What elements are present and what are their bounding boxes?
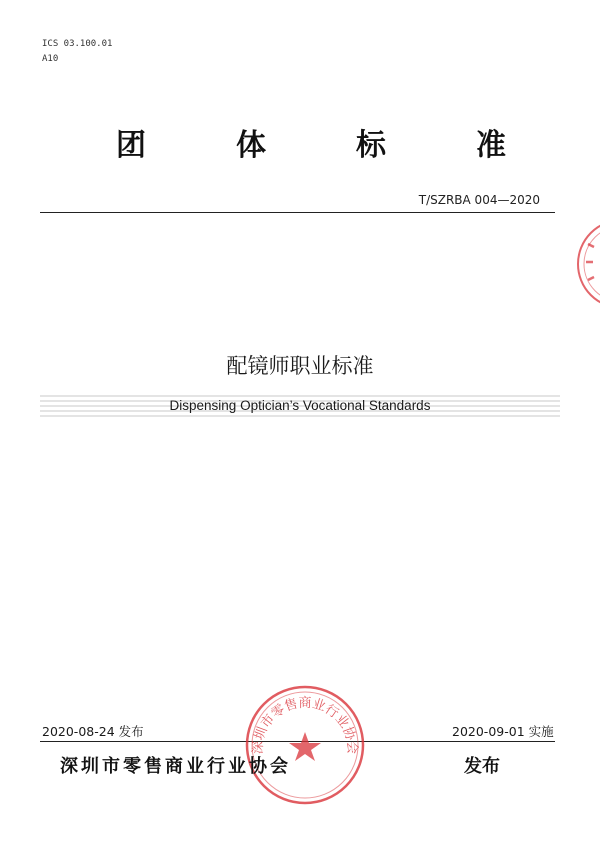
ics-code: ICS 03.100.01 — [42, 39, 113, 49]
doc-type-char-4: 准 — [476, 128, 506, 163]
standard-number: T/SZRBA 004—2020 — [418, 193, 540, 207]
classification-codes — [42, 37, 112, 67]
partial-seal-image — [560, 214, 600, 314]
publish-date: 2020-08-24 发布 — [42, 724, 144, 739]
doc-type-char-3: 标 — [356, 128, 386, 163]
association-seal-image — [240, 680, 370, 810]
top-rule — [40, 212, 555, 213]
issuing-organization: 深圳市零售商业行业协会 — [60, 756, 291, 777]
seal-text: 深圳市零售商业行业协会 — [250, 696, 360, 755]
document-title-english: Dispensing Optician’s Vocational Standards — [169, 398, 431, 413]
document-type-heading — [0, 120, 600, 164]
effective-date: 2020-09-01 实施 — [452, 724, 554, 739]
doc-type-char-2: 体 — [236, 128, 266, 163]
document-title-chinese: 配镜师职业标准 — [226, 354, 374, 378]
ccs-code: A10 — [42, 54, 59, 64]
doc-type-char-1: 团 — [116, 128, 146, 163]
publish-label: 发布 — [464, 756, 500, 777]
